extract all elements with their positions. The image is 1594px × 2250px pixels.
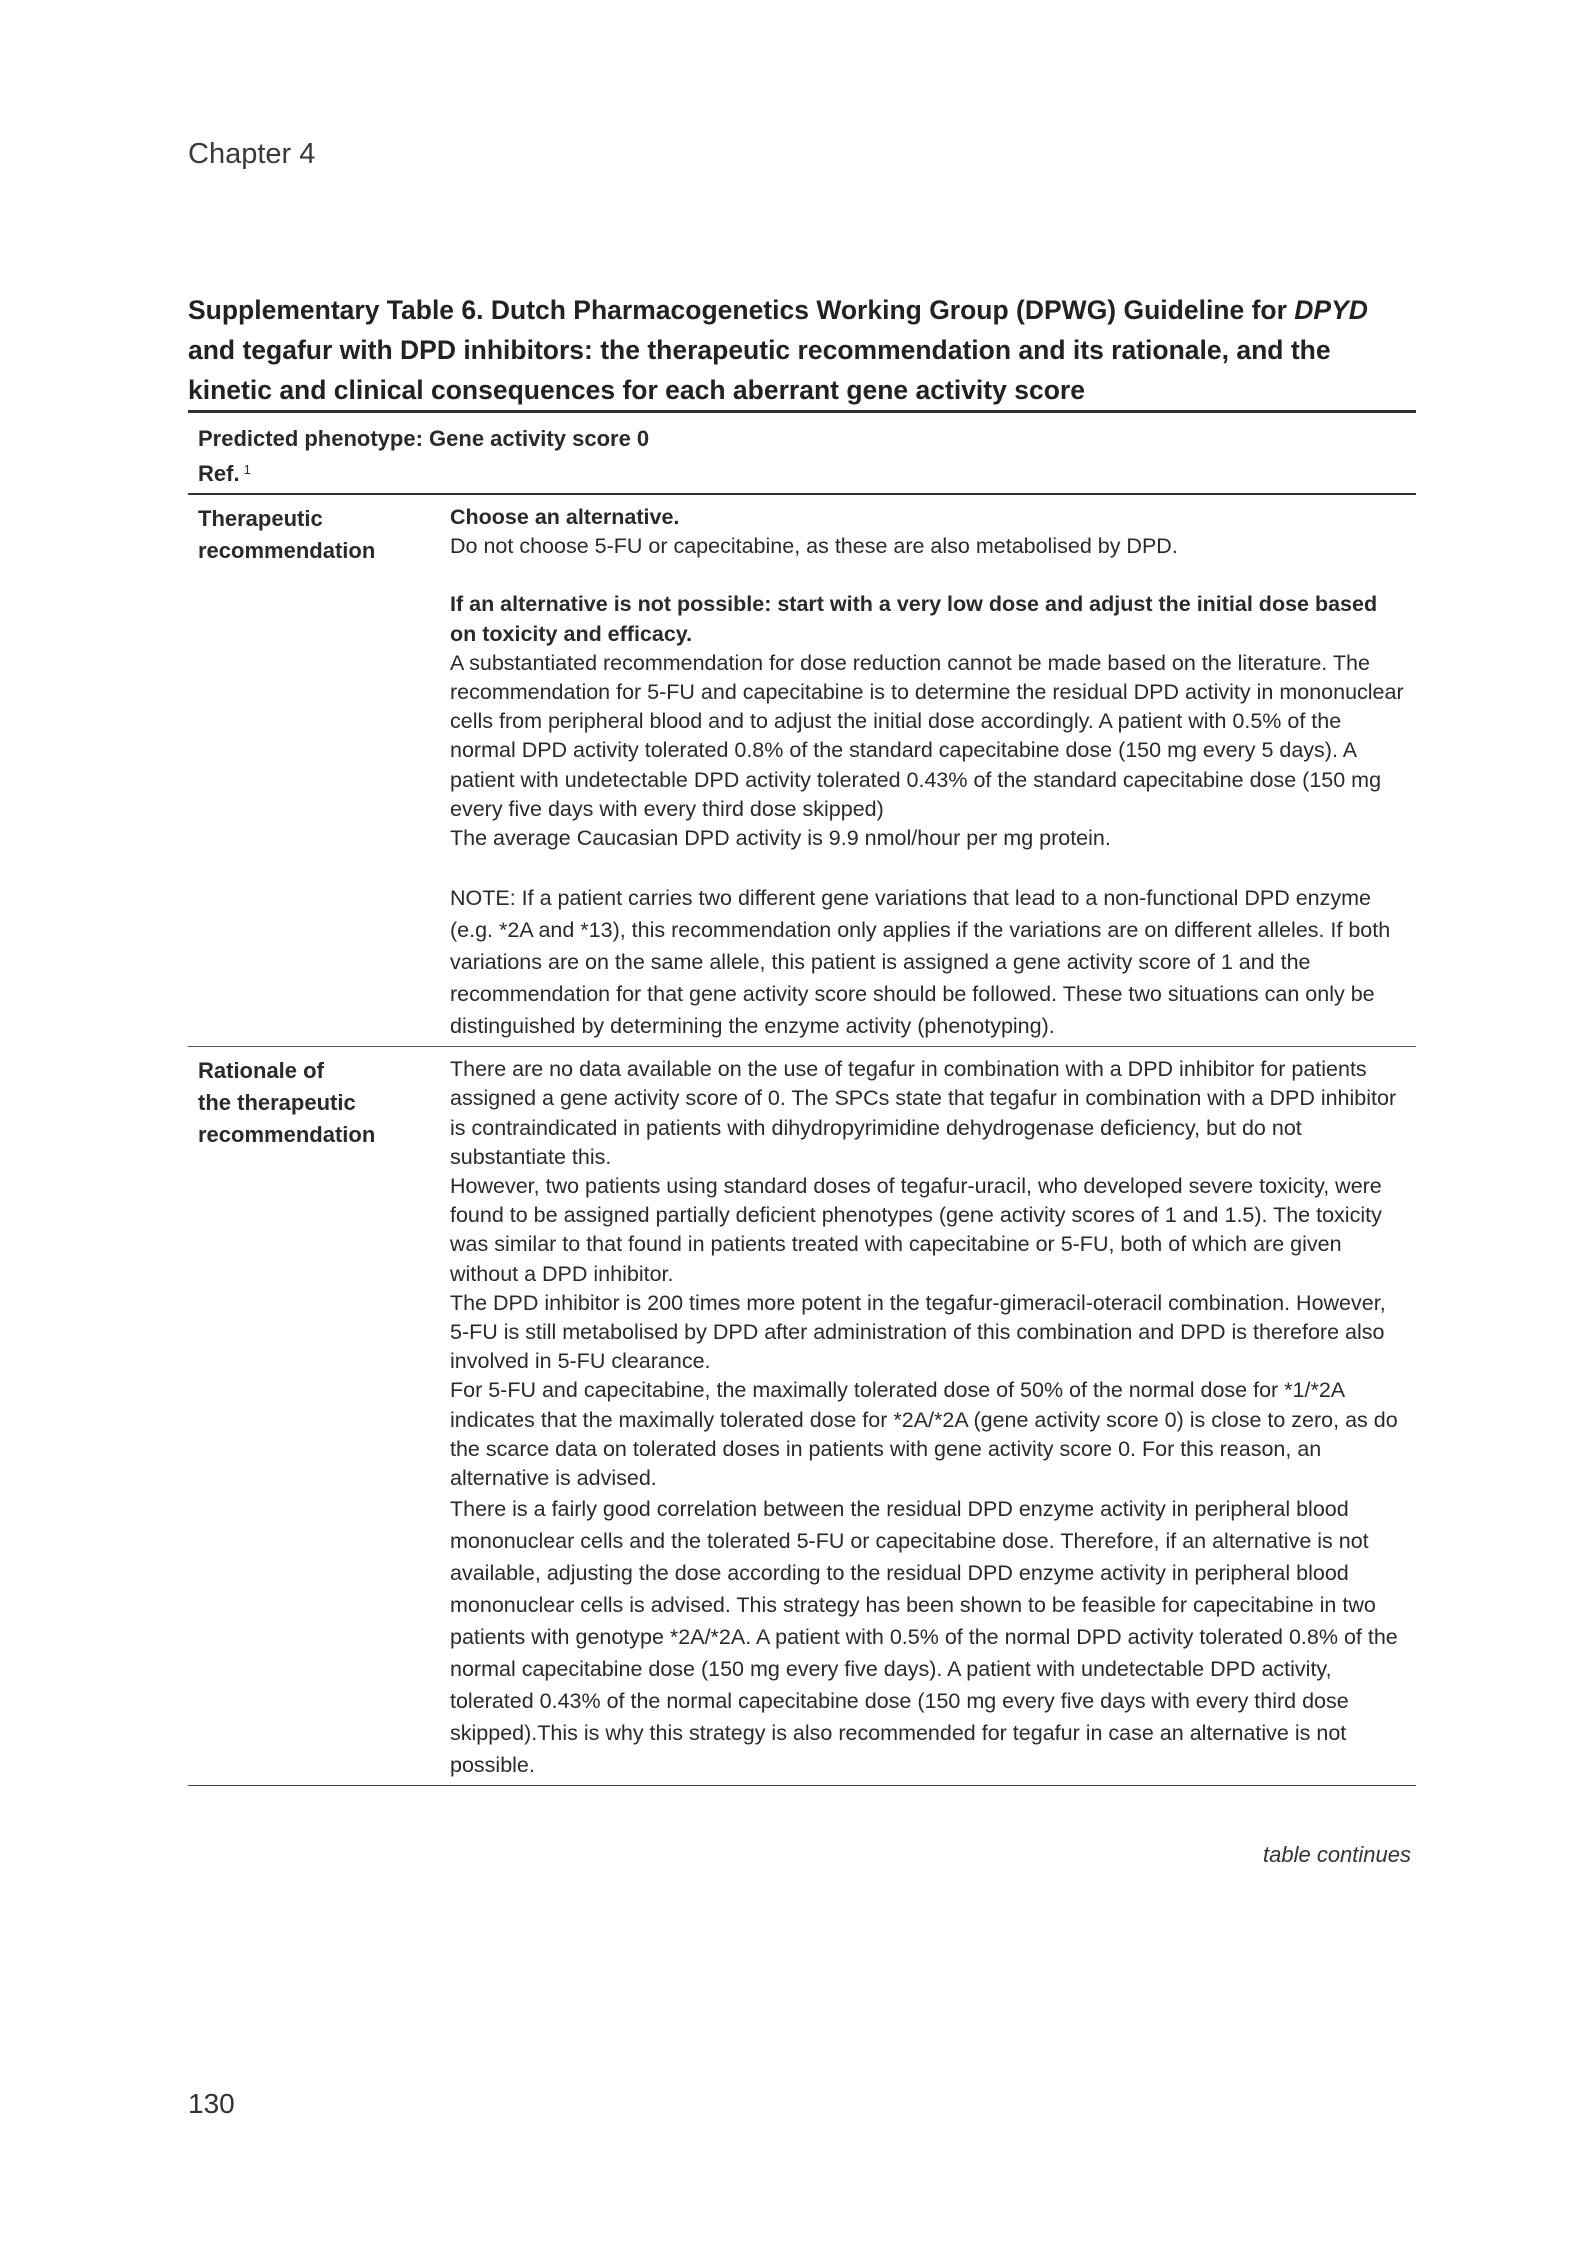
table-caption — [188, 290, 1418, 410]
ref-superscript: 1 — [243, 462, 251, 477]
rationale-paragraph-4: For 5-FU and capecitabine, the maximally tolerated dose of 50% of the normal dose for *1/*2A indicates that the maximally tolerated dose for *2A/*2A (gene activity score 0) is close to zero, as do the scarce data on tolerated doses in patients with gene activity score 0. For this reason, an alternative is advised. — [450, 1378, 1398, 1491]
caption-gene: DPYD — [1294, 295, 1368, 325]
reference-heading — [198, 454, 1406, 489]
rationale-label-line1: Rationale of — [198, 1058, 324, 1084]
recommendation-dose-text: A substantiated recommendation for dose reduction cannot be made based on the literature. The recommendation for 5-FU and capecitabine is to determine the residual DPD activity in mononuclear cells from peripheral blood and to adjust the initial dose accordingly. A patient with 0.5% of the normal DPD activity tolerated 0.8% of the standard capecitabine dose (150 mg every 5 days). A patient with undetectable DPD activity tolerated 0.43% of the standard capecitabine dose (150 mg every five days with every third dose skipped) — [450, 650, 1404, 821]
rationale-paragraph-2: However, two patients using standard doses of tegafur-uracil, who developed severe toxicity, were found to be assigned partially deficient phenotypes (gene activity scores of 1 and 1.5). The toxicity was similar to that found in patients treated with capecitabine or 5-FU, both of which are given without a DPD inhibitor. — [450, 1174, 1382, 1286]
rationale-label — [188, 1047, 442, 1785]
rationale-paragraph-5: There is a fairly good correlation between the residual DPD enzyme activity in peripheral blood mononuclear cells and the tolerated 5-FU or capecitabine dose. Therefore, if an alternative is not available, adjusting the dose according to the residual DPD enzyme activity in peripheral blood mononuclear cells is advised. This strategy has been shown to be feasible for capecitabine in two patients with genotype *2A/*2A. A patient with 0.5% of the normal DPD activity tolerated 0.8% of the normal capecitabine dose (150 mg every five days). A patient with undetectable DPD activity, tolerated 0.43% of the normal capecitabine dose (150 mg every five days with every third dose skipped).This is why this strategy is also recommended for tegafur in case an alternative is not possible. — [450, 1497, 1398, 1778]
page-number: 130 — [188, 2088, 235, 2119]
rationale-paragraph-3: The DPD inhibitor is 200 times more potent in the tegafur-gimeracil-oteracil combination. However, 5-FU is still metabolised by DPD after administration of this combination and DPD is therefore also involved in 5-FU clearance. — [450, 1290, 1386, 1374]
spacer — [450, 853, 1408, 882]
rationale-label-line2: the therapeutic — [198, 1090, 356, 1116]
therapeutic-content — [442, 495, 1416, 1046]
therapeutic-label — [188, 495, 442, 1046]
phenotype-heading: Predicted phenotype: Gene activity score 0 — [198, 426, 650, 451]
rationale-label-line3: recommendation — [198, 1122, 376, 1148]
spacer — [450, 561, 1408, 590]
table-header — [188, 413, 1416, 495]
recommendation-choose-alternative: Choose an alternative. — [450, 505, 680, 529]
rationale-row — [188, 1047, 1416, 1786]
recommendation-note: NOTE: If a patient carries two different gene variations that lead to a non-functional DPD enzyme (e.g. *2A and *13), this recommendation only applies if the variations are on different alleles. If both variations are on the same allele, this patient is assigned a gene activity score of 1 and the recommendation for that gene activity score should be followed. These two situations can only be distinguished by determining the enzyme activity (phenotyping). — [450, 886, 1391, 1039]
rationale-paragraph-1: There are no data available on the use of tegafur in combination with a DPD inhibitor for patients assigned a gene activity score of 0. The SPCs state that tegafur in combination with a DPD inhibitor is contraindicated in patients with dihydropyrimidine dehydrogenase deficiency, but do not substantiate this. — [450, 1057, 1397, 1169]
guideline-table — [188, 410, 1416, 1786]
chapter-heading: Chapter 4 — [188, 138, 316, 170]
ref-label: Ref. — [198, 461, 240, 486]
caption-part1: Supplementary Table 6. Dutch Pharmacogenetics Working Group (DPWG) Guideline for — [188, 295, 1295, 325]
recommendation-avoid-text: Do not choose 5-FU or capecitabine, as these are also metabolised by DPD. — [450, 534, 1178, 559]
therapeutic-label-line1: Therapeutic — [198, 506, 323, 531]
table-continues-note: table continues — [1263, 1842, 1411, 1867]
caption-part2: and tegafur with DPD inhibitors: the therapeutic recommendation and its rationale, and the kinetic and clinical consequences for each aberrant gene activity score — [188, 335, 1331, 405]
therapeutic-row — [188, 495, 1416, 1047]
recommendation-low-dose: If an alternative is not possible: start with a very low dose and adjust the initial dose based on toxicity and efficacy. — [450, 592, 1378, 646]
rationale-content — [442, 1047, 1416, 1785]
recommendation-average-activity: The average Caucasian DPD activity is 9.9 nmol/hour per mg protein. — [450, 826, 1111, 851]
therapeutic-label-line2: recommendation — [198, 538, 376, 563]
